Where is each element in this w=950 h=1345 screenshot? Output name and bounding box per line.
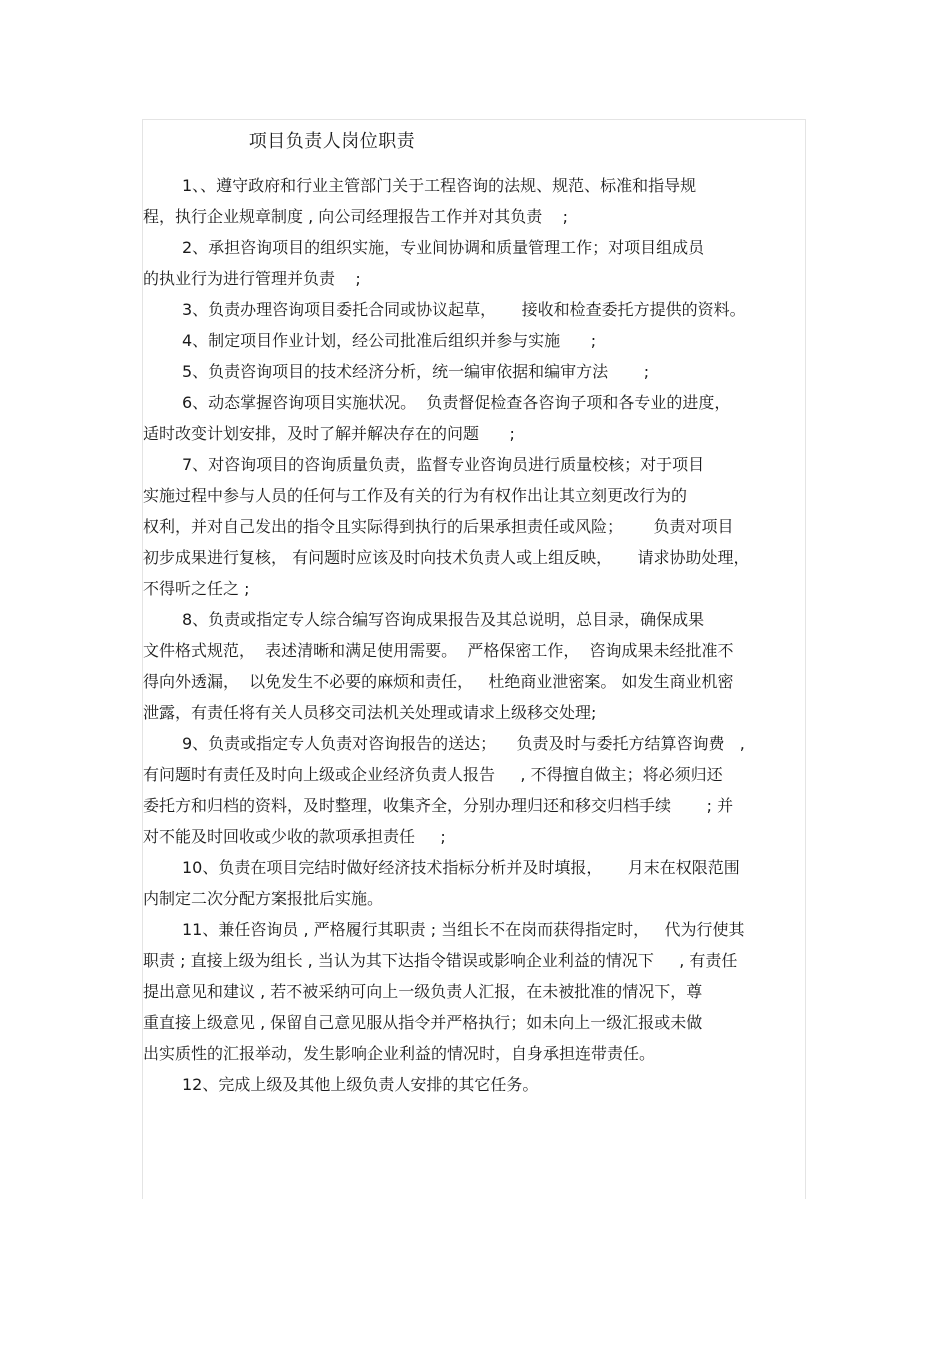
body-text-line: 11、兼任咨询员 , 严格履行其职责 ; 当组长不在岗而获得指定时， 代为行使其 [182,920,745,939]
body-text-line: 不得听之任之 ; [143,579,250,598]
body-text-line: 出实质性的汇报举动，发生影响企业利益的情况时，自身承担连带责任。 [143,1044,656,1063]
body-text-line: 3、负责办理咨询项目委托合同或协议起草， 接收和检查委托方提供的资料。 [182,300,746,319]
body-text-line: 初步成果进行复核， 有问题时应该及时向技术负责人或上组反映， 请求协助处理， [143,548,750,567]
body-text-line: 重直接上级意见 , 保留自己意见服从指令并严格执行；如未向上一级汇报或未做 [143,1013,703,1032]
body-text-line: 的执业行为进行管理并负责 ; [143,269,361,288]
body-text-line: 1、、遵守政府和行业主管部门关于工程咨询的法规、规范、标准和指导规 [182,176,697,195]
body-text-line: 程，执行企业规章制度 , 向公司经理报告工作并对其负责 ; [143,207,568,226]
body-text-line: 12、完成上级及其他上级负责人安排的其它任务。 [182,1075,539,1094]
body-text-line: 权利，并对自己发出的指令且实际得到执行的后果承担责任或风险； 负责对项目 [143,517,734,536]
body-text-line: 4、制定项目作业计划，经公司批准后组织并参与实施 ; [182,331,597,350]
body-text-line: 对不能及时回收或少收的款项承担责任 ; [143,827,446,846]
body-text-line: 7、对咨询项目的咨询质量负责，监督专业咨询员进行质量校核；对于项目 [182,455,705,474]
body-text-line: 泄露，有责任将有关人员移交司法机关处理或请求上级移交处理; [143,703,597,722]
body-text-line: 得向外透漏， 以免发生不必要的麻烦和责任， 杜绝商业泄密案。 如发生商业机密 [143,672,734,691]
body-text-line: 实施过程中参与人员的任何与工作及有关的行为有权作出让其立刻更改行为的 [143,486,688,505]
body-text-line: 提出意见和建议 , 若不被采纳可向上一级负责人汇报，在未被批准的情况下，尊 [143,982,703,1001]
body-text-line: 8、负责或指定专人综合编写咨询成果报告及其总说明，总目录，确保成果 [182,610,705,629]
document-title: 项目负责人岗位职责 [248,131,416,152]
body-text-line: 有问题时有责任及时向上级或企业经济负责人报告 , 不得擅自做主；将必须归还 [143,765,723,784]
body-text-line: 5、负责咨询项目的技术经济分析，统一编审依据和编审方法 ; [182,362,650,381]
body-text-line: 适时改变计划安排，及时了解并解决存在的问题 ; [143,424,515,443]
body-text-line: 职责 ; 直接上级为组长 , 当认为其下达指令错误或影响企业利益的情况下 , 有责任 [143,951,738,970]
body-text-line: 9、负责或指定专人负责对咨询报告的送达； 负责及时与委托方结算咨询费 , [182,734,745,753]
body-text-line: 6、动态掌握咨询项目实施状况。 负责督促检查各咨询子项和各专业的进度， [182,393,731,412]
body-text-line: 10、负责在项目完结时做好经济技术指标分析并及时填报， 月末在权限范围 [182,858,740,877]
body-text-line: 委托方和归档的资料，及时整理，收集齐全，分别办理归还和移交归档手续 ; 并 [143,796,734,815]
body-text-line: 内制定二次分配方案报批后实施。 [143,889,384,908]
body-text-line: 2、承担咨询项目的组织实施，专业间协调和质量管理工作；对项目组成员 [182,238,705,257]
body-text-line: 文件格式规范， 表述清晰和满足使用需要。 严格保密工作， 咨询成果未经批准不 [143,641,734,660]
